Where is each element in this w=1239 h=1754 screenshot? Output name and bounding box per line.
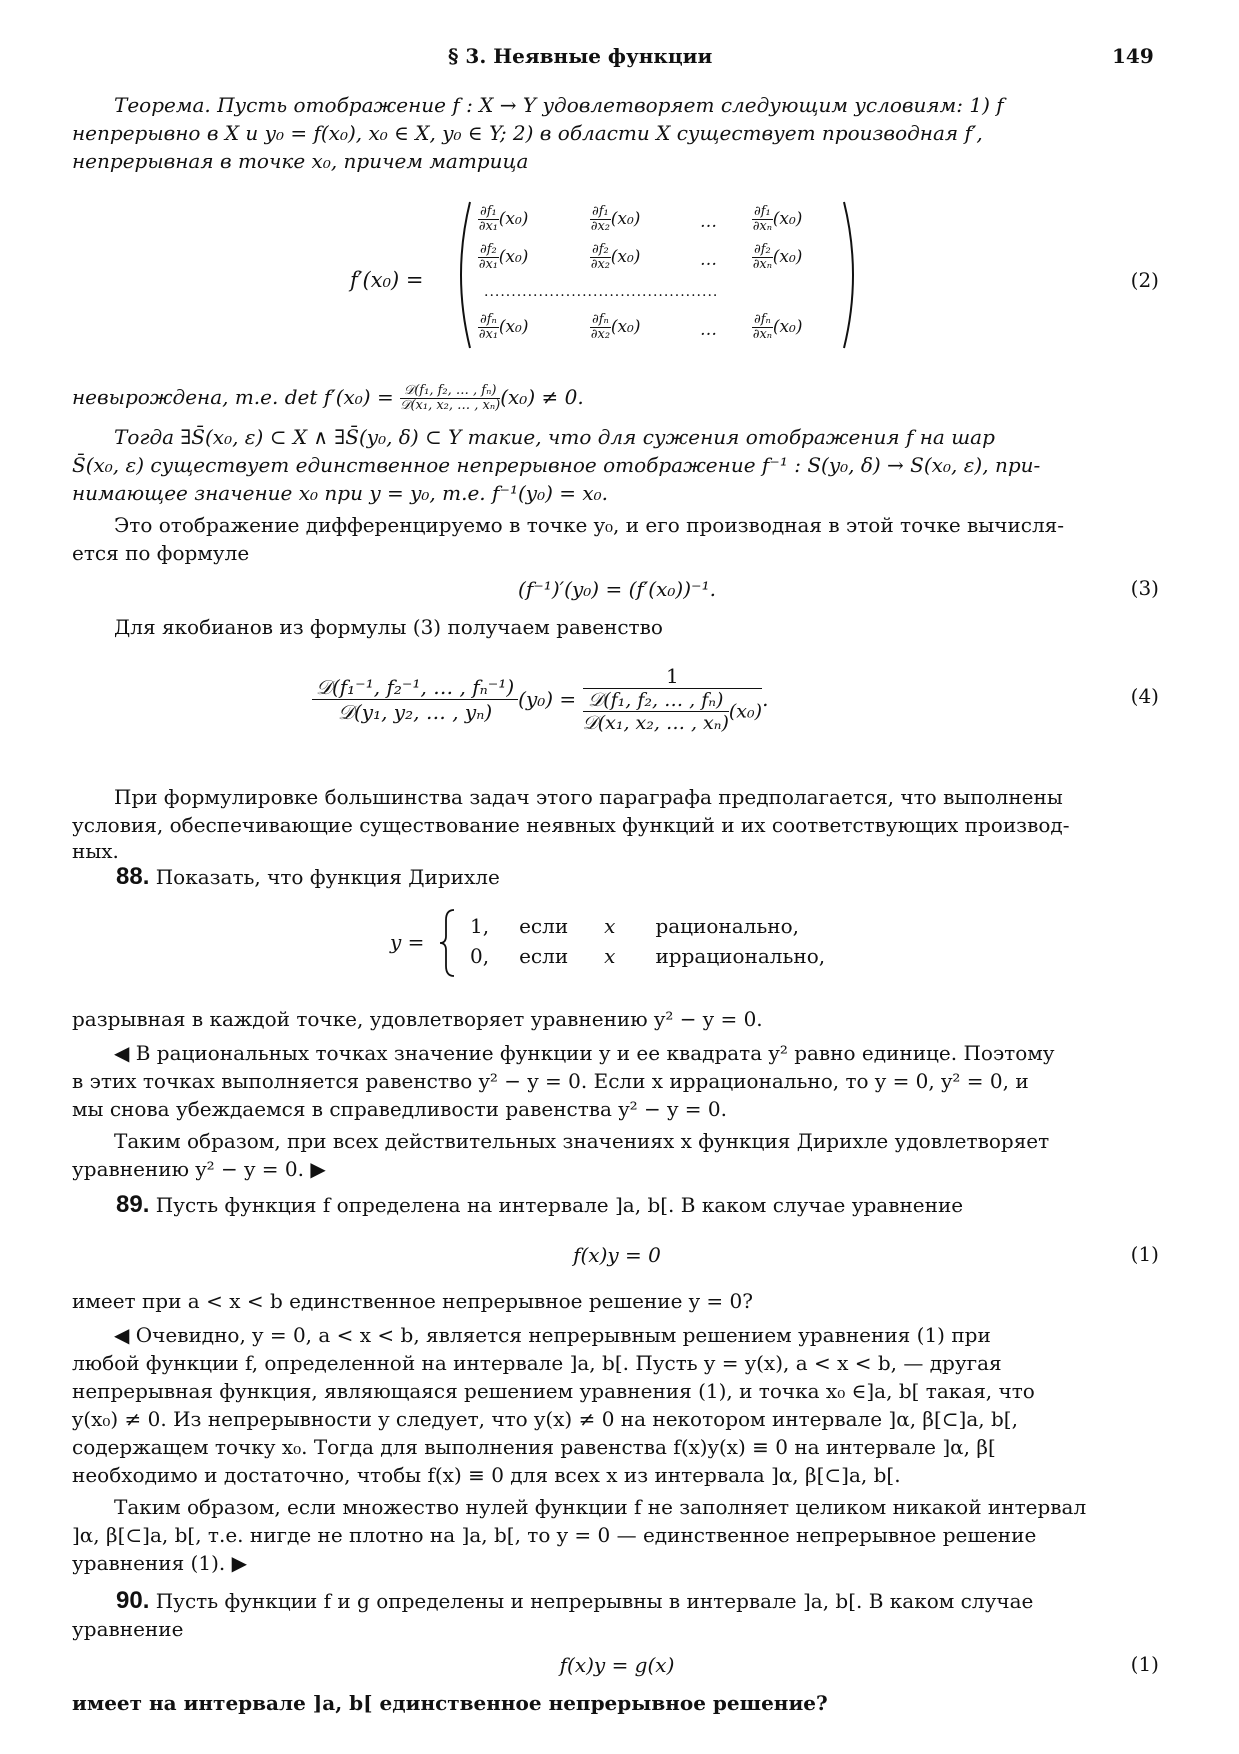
solution-89-line-8: ]α, β[⊂]a, b[, т.е. нигде не плотно на ]a, b[, то y = 0 — единственное непрерывное решение xyxy=(72,1523,1037,1547)
matrix-entry-r3c2: $\frac{\text{∂fₙ}}{\text{∂x₂}}$ (x₀) xyxy=(590,312,641,342)
matrix-left-paren xyxy=(450,200,474,350)
deriv-line-1: Это отображение дифференцируемо в точке y₀, и его производная в этой точке вычисля- xyxy=(114,513,1065,537)
solution-88-line-5: уравнению y² − y = 0. ▶ xyxy=(72,1157,326,1181)
problem-90-question: имеет на интервале ]a, b[ единственное непрерывное решение? xyxy=(72,1691,828,1715)
matrix-entry-r3c3: $\frac{\text{∂fₙ}}{\text{∂xₙ}}$ (x₀) xyxy=(752,312,803,342)
dirichlet-lhs: y = xyxy=(390,930,425,954)
jacobian-intro: Для якобианов из формулы (3) получаем равенство xyxy=(114,615,663,639)
matrix-entry-r1c2: $\frac{\text{∂f₁}}{\text{∂x₂}}$ (x₀) xyxy=(590,204,641,234)
running-header: § 3. Неявные функции xyxy=(448,44,713,68)
solution-88-line-3: мы снова убеждаемся в справедливости равенства y² − y = 0. xyxy=(72,1097,727,1121)
matrix-entry-r2c1: $\frac{\text{∂f₂}}{\text{∂x₁}}$ (x₀) xyxy=(478,242,529,272)
theorem-line-3: непрерывная в точке x₀, причем матрица xyxy=(72,149,529,173)
then-line-2: S̄(x₀, ε) существует единственное непрерывное отображение f⁻¹ : S(y₀, δ) → S(x₀, ε), при- xyxy=(72,453,1041,477)
solution-88-line-1: ◀ В рациональных точках значение функции y и ее квадрата y² равно единице. Поэтому xyxy=(114,1041,1055,1065)
problem-90-statement: 90. Пусть функции f и g определены и непрерывны в интервале ]a, b[. В каком случае xyxy=(116,1587,1034,1614)
equation-number-2: (2) xyxy=(1130,268,1159,292)
problem-89-number: 89. xyxy=(116,1191,150,1218)
matrix-entry-r1c1: $\frac{\text{∂f₁}}{\text{∂x₁}}$ (x₀) xyxy=(478,204,529,234)
problem-90-equation: f(x)y = g(x) xyxy=(559,1653,675,1677)
matrix-dots-r1: … xyxy=(700,212,717,232)
matrix-entry-r2c3: $\frac{\text{∂f₂}}{\text{∂xₙ}}$ (x₀) xyxy=(752,242,803,272)
matrix-dot-row: ........................................... xyxy=(484,284,719,300)
note-line-3: ных. xyxy=(72,839,119,863)
then-line-1: Тогда ∃S̄(x₀, ε) ⊂ X ∧ ∃S̄(y₀, δ) ⊂ Y такие, что для сужения отображения f на шар xyxy=(114,425,995,449)
theorem-line-2: непрерывно в X и y₀ = f(x₀), x₀ ∈ X, y₀ ∈ Y; 2) в области X существует производная f′, xyxy=(72,121,983,145)
dirichlet-brace xyxy=(438,908,458,978)
problem-90-equation-number: (1) xyxy=(1130,1652,1159,1676)
formula-3: (f⁻¹)′(y₀) = (f′(x₀))⁻¹. xyxy=(518,577,716,601)
matrix-entry-r3c1: $\frac{\text{∂fₙ}}{\text{∂x₁}}$ (x₀) xyxy=(478,312,529,342)
equation-number-4: (4) xyxy=(1130,684,1159,708)
note-line-1: При формулировке большинства задач этого параграфа предполагается, что выполнены xyxy=(114,785,1063,809)
problem-89-statement: 89. Пусть функция f определена на интервале ]a, b[. В каком случае уравнение xyxy=(116,1191,964,1218)
solution-89-line-6: необходимо и достаточно, чтобы f(x) ≡ 0 для всех x из интервала ]α, β[⊂]a, b[. xyxy=(72,1463,901,1487)
note-line-2: условия, обеспечивающие существование неявных функций и их соответствующих производ- xyxy=(72,813,1070,837)
solution-89-line-3: непрерывная функция, являющаяся решением уравнения (1), и точка x₀ ∈]a, b[ такая, что xyxy=(72,1379,1035,1403)
solution-89-line-1: ◀ Очевидно, y = 0, a < x < b, является непрерывным решением уравнения (1) при xyxy=(114,1323,991,1347)
problem-88-after: разрывная в каждой точке, удовлетворяет уравнению y² − y = 0. xyxy=(72,1007,763,1031)
solution-88-line-2: в этих точках выполняется равенство y² − y = 0. Если x иррационально, то y = 0, y² = 0, и xyxy=(72,1069,1029,1093)
problem-89-equation-number: (1) xyxy=(1130,1242,1159,1266)
problem-88-number: 88. xyxy=(116,863,150,890)
matrix-lhs: f′(x₀) = xyxy=(350,268,424,292)
equation-number-3: (3) xyxy=(1130,576,1159,600)
problem-88-statement: 88. Показать, что функция Дирихле xyxy=(116,863,500,890)
nondegenerate-line: невырождена, т.е. det f′(x₀) = $\frac{\text{𝒟(f₁, f₂, … , fₙ)}}{\text{𝒟(x₁, x₂, … , xₙ)}}$ (x₀) ≠ 0. xyxy=(72,383,584,413)
dirichlet-case-2: 0, если x иррационально, xyxy=(470,944,826,968)
matrix-dots-r2: … xyxy=(700,250,717,270)
problem-90-statement-2: уравнение xyxy=(72,1617,184,1641)
problem-89-equation: f(x)y = 0 xyxy=(573,1243,661,1267)
formula-4: 𝒟(f₁⁻¹, f₂⁻¹, … , fₙ⁻¹) 𝒟(y₁, y₂, … , yₙ) (y₀) = 1 𝒟(f₁, f₂, … , fₙ) 𝒟(x₁, x₂, … , xₙ) (x₀). xyxy=(312,664,768,734)
solution-89-line-7: Таким образом, если множество нулей функции f не заполняет целиком никакой интервал xyxy=(114,1495,1087,1519)
matrix-right-paren xyxy=(840,200,864,350)
solution-89-line-2: любой функции f, определенной на интервале ]a, b[. Пусть y = y(x), a < x < b, — другая xyxy=(72,1351,1002,1375)
problem-89-question: имеет при a < x < b единственное непрерывное решение y = 0? xyxy=(72,1289,753,1313)
solution-89-line-9: уравнения (1). ▶ xyxy=(72,1551,247,1575)
problem-90-number: 90. xyxy=(116,1587,150,1614)
solution-89-line-4: y(x₀) ≠ 0. Из непрерывности y следует, что y(x) ≠ 0 на некотором интервале ]α, β[⊂]a, b[, xyxy=(72,1407,1018,1431)
solution-89-line-5: содержащем точку x₀. Тогда для выполнения равенства f(x)y(x) ≡ 0 на интервале ]α, β[ xyxy=(72,1435,996,1459)
deriv-line-2: ется по формуле xyxy=(72,541,250,565)
matrix-entry-r2c2: $\frac{\text{∂f₂}}{\text{∂x₂}}$ (x₀) xyxy=(590,242,641,272)
theorem-line-1: Теорема. Пусть отображение f : X → Y удовлетворяет следующим условиям: 1) f xyxy=(114,93,1004,117)
then-line-3: нимающее значение x₀ при y = y₀, т.е. f⁻¹(y₀) = x₀. xyxy=(72,481,609,505)
matrix-dots-r3: … xyxy=(700,320,717,340)
matrix-entry-r1c3: $\frac{\text{∂f₁}}{\text{∂xₙ}}$ (x₀) xyxy=(752,204,803,234)
dirichlet-case-1: 1, если x рационально, xyxy=(470,914,799,938)
page-number: 149 xyxy=(1112,44,1154,68)
solution-88-line-4: Таким образом, при всех действительных значениях x функция Дирихле удовлетворяет xyxy=(114,1129,1050,1153)
